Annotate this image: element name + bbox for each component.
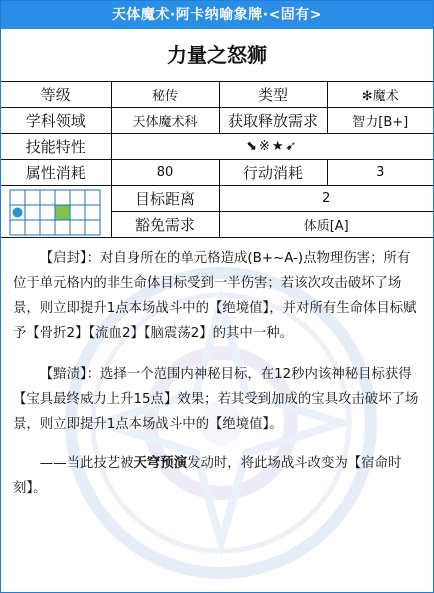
description-paragraph-unseal: 【启封】：对自身所在的单元格造成(B+~A-)点物理伤害；所有位于单元格内的非生命体目标受到一半伤害；若该次攻击破坏了场景，则立即提升1点本场战斗中的【绝境值】，并对所有生命体目标赋予【骨折2】【流血2】【脑震荡2】的其中一种。 [13,251,417,341]
grid-cell [85,190,100,205]
type-label: 类型 [219,82,327,108]
attribute-cost-label: 属性消耗 [1,160,111,186]
grid-cell [40,190,55,205]
note-text-after: 发动时，将此场战斗改变为【宿命时刻】。 [13,456,402,496]
range-grid-cell [1,186,111,238]
grid-cell [70,220,85,235]
category-banner: 天体魔术·阿卡纳喻象牌·<固有> [1,1,433,29]
stats-row-grade [1,82,433,108]
type-value: ✻魔术 [327,82,433,108]
grid-cell [25,205,40,220]
stats-row-distance [1,186,433,212]
requirement-label: 获取释放需求 [219,108,327,134]
grid-cell [70,205,85,220]
grid-cell [10,190,25,205]
stats-row-traits [1,134,433,160]
grid-cell [55,220,70,235]
grid-cell [55,190,70,205]
grid-cell [85,220,100,235]
grid-cell [40,220,55,235]
attribute-cost-value: 80 [111,160,219,186]
action-cost-label: 行动消耗 [219,160,327,186]
grade-label: 等级 [1,82,111,108]
grid-cell [25,190,40,205]
immunity-value: 体质[A] [219,212,433,238]
stats-row-field [1,108,433,134]
target-distance-label: 目标距离 [111,186,219,212]
caster-position-marker [13,208,23,218]
traits-label: 技能特性 [1,134,111,160]
grid-cell [70,190,85,205]
skill-title: 力量之怒狮 [1,29,433,82]
field-label: 学科领域 [1,108,111,134]
traits-icons: ⬊※★➹ [111,134,433,160]
note-text-before: ——当此技艺被 [39,456,134,471]
description-paragraph-stain: 【黯渍】：选择一个范围内神秘目标，在12秒内该神秘目标获得【宝具最终威力上升15点】效果；若其受到加成的宝具攻击破坏了场景，则立即提升1点本场战斗中的【绝境值】。 [13,367,419,432]
field-value: 天体魔术科 [111,108,219,134]
description-paragraph-note [13,451,423,501]
action-cost-value: 3 [327,160,433,186]
requirement-value: 智力[B+] [327,108,433,134]
description [1,238,433,501]
grid-cell [25,220,40,235]
grid-cell [10,220,25,235]
note-emphasis: 天穹预演 [133,456,188,471]
stats-table [1,82,433,238]
range-grid-diagram [9,189,101,236]
immunity-label: 豁免需求 [111,212,219,238]
target-cell [55,205,70,220]
target-distance-value: 2 [219,186,433,212]
grade-value: 秘传 [111,82,219,108]
grid-cell [85,205,100,220]
stats-row-cost [1,160,433,186]
grid-cell [40,205,55,220]
